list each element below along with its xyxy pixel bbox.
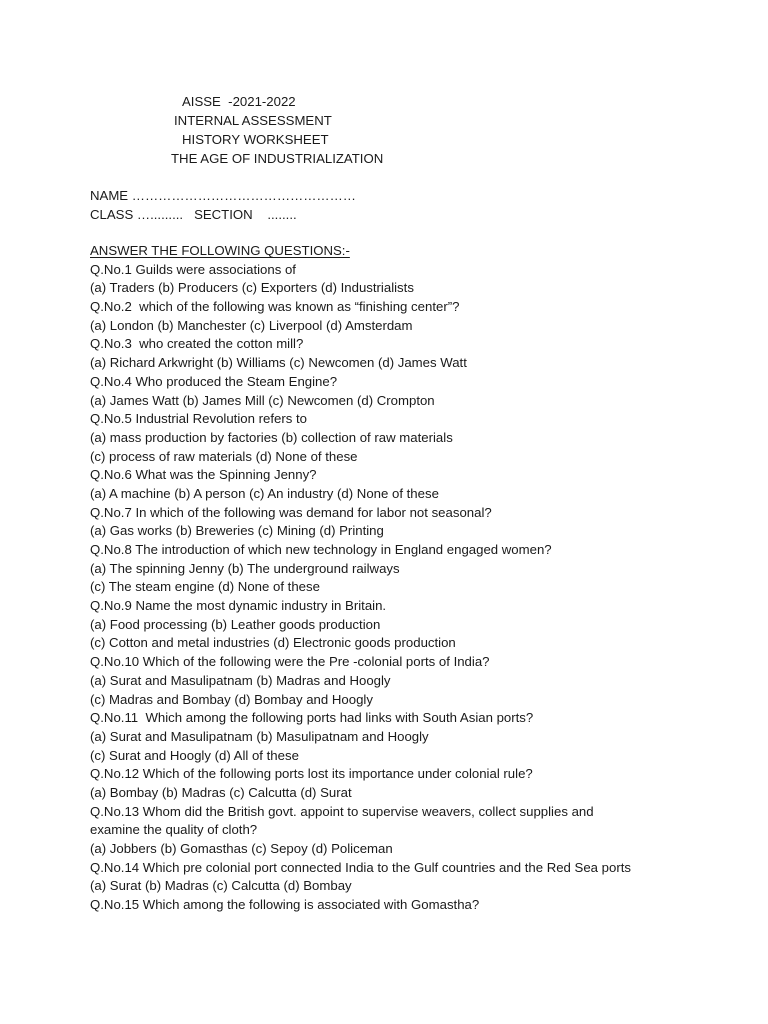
- instructions-heading: ANSWER THE FOLLOWING QUESTIONS:-: [90, 243, 350, 258]
- questions-block: [90, 242, 730, 915]
- option-line: examine the quality of cloth?: [90, 822, 258, 838]
- option-line: (c) process of raw materials (d) None of these: [90, 448, 358, 464]
- option-line: (a) Surat and Masulipatnam (b) Madras and Hoogly: [90, 672, 391, 688]
- question-line: Q.No.8 The introduction of which new technology in England engaged women?: [90, 542, 552, 557]
- option-line: (a) London (b) Manchester (c) Liverpool (d) Amsterdam: [90, 317, 413, 333]
- question-line: Q.No.10 Which of the following were the Pre -colonial ports of India?: [90, 654, 490, 670]
- option-line: (c) Surat and Hoogly (d) All of these: [90, 747, 299, 763]
- option-line: (a) The spinning Jenny (b) The underground railways: [90, 560, 400, 576]
- question-line: Q.No.6 What was the Spinning Jenny?: [90, 467, 317, 483]
- chapter-title: THE AGE OF INDUSTRIALIZATION: [171, 151, 384, 166]
- question-line: Q.No.11 Which among the following ports had links with South Asian ports?: [90, 710, 534, 726]
- option-line: (a) Jobbers (b) Gomasthas (c) Sepoy (d) Policeman: [90, 841, 393, 856]
- exam-session-heading: AISSE -2021-2022: [182, 94, 296, 109]
- option-line: (a) A machine (b) A person (c) An industry (d) None of these: [90, 485, 439, 501]
- option-line: (a) Richard Arkwright (b) Williams (c) Newcomen (d) James Watt: [90, 355, 467, 371]
- option-line: (c) The steam engine (d) None of these: [90, 579, 320, 595]
- question-line: Q.No.12 Which of the following ports lost its importance under colonial rule?: [90, 766, 533, 782]
- option-line: (c) Cotton and metal industries (d) Electronic goods production: [90, 635, 456, 651]
- option-line: (a) Bombay (b) Madras (c) Calcutta (d) Surat: [90, 784, 352, 800]
- name-field-line: NAME ……………………………………………: [90, 188, 356, 203]
- option-line: (a) Surat and Masulipatnam (b) Masulipatnam and Hoogly: [90, 728, 429, 744]
- question-line: Q.No.14 Which pre colonial port connected India to the Gulf countries and the Red Sea ports: [90, 859, 632, 875]
- question-line: Q.No.2 which of the following was known as “finishing center”?: [90, 299, 460, 315]
- option-line: (a) Traders (b) Producers (c) Exporters (d) Industrialists: [90, 280, 414, 296]
- question-line: Q.No.7 In which of the following was demand for labor not seasonal?: [90, 504, 492, 520]
- question-line: Q.No.4 Who produced the Steam Engine?: [90, 373, 338, 389]
- question-list: [90, 261, 730, 915]
- option-line: (a) Food processing (b) Leather goods production: [90, 616, 381, 632]
- question-line: Q.No.1 Guilds were associations of: [90, 261, 296, 277]
- class-section-line: CLASS …......... SECTION ........: [90, 207, 297, 222]
- option-line: (c) Madras and Bombay (d) Bombay and Hoogly: [90, 691, 373, 707]
- question-line: Q.No.15 Which among the following is associated with Gomastha?: [90, 897, 480, 913]
- question-line: Q.No.5 Industrial Revolution refers to: [90, 411, 307, 427]
- option-line: (a) James Watt (b) James Mill (c) Newcomen (d) Crompton: [90, 392, 435, 408]
- assessment-heading: INTERNAL ASSESSMENT: [174, 113, 332, 128]
- question-line: Q.No.3 who created the cotton mill?: [90, 336, 304, 352]
- question-line: Q.No.9 Name the most dynamic industry in Britain.: [90, 598, 387, 614]
- question-line: Q.No.13 Whom did the British govt. appoint to supervise weavers, collect supplies and: [90, 803, 594, 819]
- option-line: (a) Gas works (b) Breweries (c) Mining (d) Printing: [90, 523, 384, 539]
- option-line: (a) mass production by factories (b) collection of raw materials: [90, 429, 453, 445]
- option-line: (a) Surat (b) Madras (c) Calcutta (d) Bombay: [90, 878, 352, 894]
- worksheet-heading: HISTORY WORKSHEET: [182, 132, 329, 147]
